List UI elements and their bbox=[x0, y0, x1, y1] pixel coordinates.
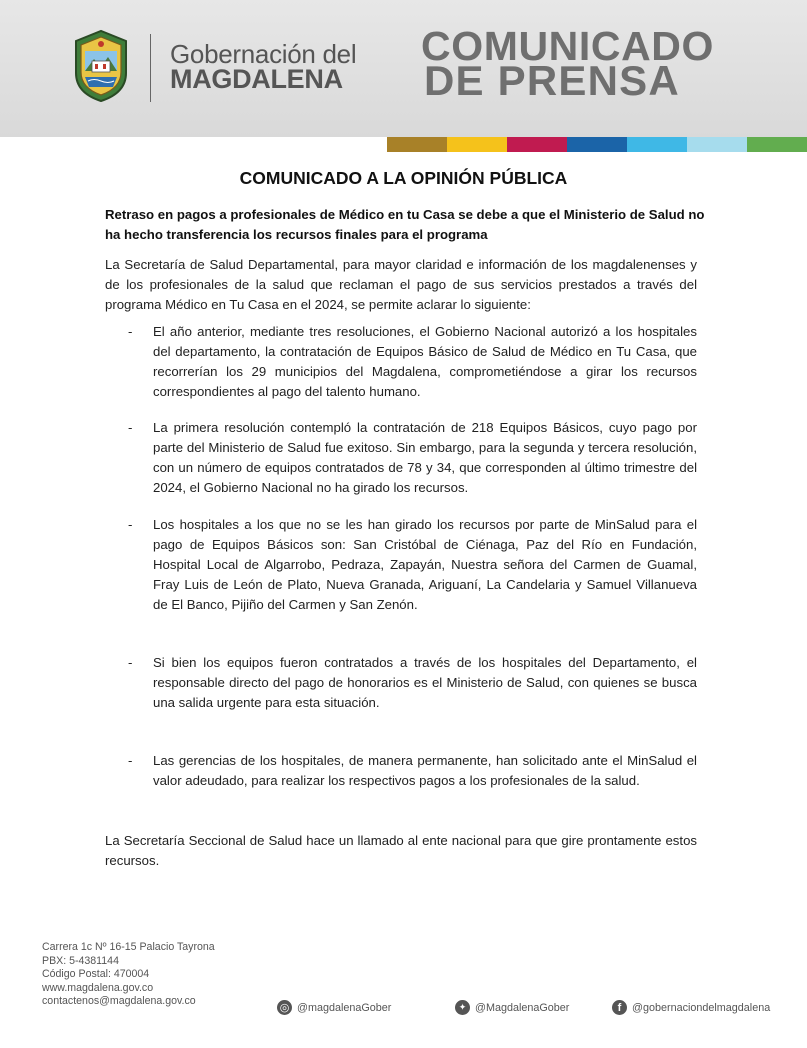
address-line: Carrera 1c Nº 16-15 Palacio Tayrona bbox=[42, 941, 215, 953]
list-item bbox=[105, 322, 697, 402]
list-item-text: Si bien los equipos fueron contratados a través de los hospitales del Departamento, el responsable directo del pago de honorarios es el Ministerio de Salud, con quienes se busca una salida urgente para esta situación. bbox=[153, 655, 697, 710]
twitter-handle: @MagdalenaGober bbox=[475, 1001, 570, 1014]
list-item-text: Las gerencias de los hospitales, de manera permanente, han solicitado ante el MinSalud el valor adeudado, para realizar los respectivos pagos a los profesionales de la salud. bbox=[153, 753, 697, 788]
closing-paragraph: La Secretaría Seccional de Salud hace un llamado al ente nacional para que gire prontamente estos recursos. bbox=[105, 833, 697, 868]
bullet-marker: - bbox=[128, 324, 133, 339]
press-release-title-line2: DE PRENSA bbox=[424, 57, 680, 104]
document-subtitle: Retraso en pagos a profesionales de Médico en tu Casa se debe a que el Ministerio de Salud no ha hecho transferencia los recursos finales para el programa bbox=[105, 207, 705, 242]
list-item bbox=[105, 653, 697, 713]
list-item-text: La primera resolución contempló la contratación de 218 Equipos Básicos, cuyo pago por parte del Ministerio de Salud fue exitoso. Sin embargo, para la segunda y tercera resolución, con un número de equipos contratados de 78 y 34, que corresponden al último trimestre del 2024, el Gobierno Nacional no ha girado los recursos. bbox=[153, 420, 697, 495]
header-divider bbox=[150, 34, 151, 102]
bullet-marker: - bbox=[128, 753, 133, 768]
social-twitter-link[interactable] bbox=[455, 1000, 569, 1015]
social-facebook-link[interactable] bbox=[612, 1000, 770, 1015]
list-item bbox=[105, 418, 697, 498]
color-stripe-segment bbox=[507, 137, 567, 152]
color-stripe-segment bbox=[0, 137, 387, 152]
press-release-title-line1: COMUNICADO bbox=[421, 23, 714, 69]
color-stripe-segment bbox=[627, 137, 687, 152]
color-stripe-segment bbox=[387, 137, 447, 152]
list-item bbox=[105, 751, 697, 791]
document-title: COMUNICADO A LA OPINIÓN PÚBLICA bbox=[239, 168, 568, 188]
instagram-icon: ◎ bbox=[277, 1000, 292, 1015]
org-name-line1: Gobernación del bbox=[170, 39, 357, 69]
footer-address bbox=[42, 941, 215, 1009]
color-stripe-segment bbox=[447, 137, 507, 152]
list-item-text: El año anterior, mediante tres resoluciones, el Gobierno Nacional autorizó a los hospitales del departamento, la contratación de Equipos Básico de Salud de Médico en Tu Casa, que recorrerían los 29 municipios del Magdalena, comprometiéndose a girar los recursos correspondientes al pago del talento humano. bbox=[153, 324, 697, 399]
instagram-handle: @magdalenaGober bbox=[297, 1001, 392, 1014]
bullet-marker: - bbox=[128, 420, 133, 435]
bullet-marker: - bbox=[128, 655, 133, 670]
postal-code-line: Código Postal: 470004 bbox=[42, 968, 150, 980]
email-link[interactable]: contactenos@magdalena.gov.co bbox=[42, 995, 196, 1007]
color-stripe-segment bbox=[687, 137, 747, 152]
header-banner bbox=[0, 0, 807, 137]
bullet-marker: - bbox=[128, 517, 133, 532]
color-stripe-segment bbox=[567, 137, 627, 152]
facebook-icon: f bbox=[612, 1000, 627, 1015]
social-instagram-link[interactable] bbox=[277, 1000, 391, 1015]
intro-paragraph: La Secretaría de Salud Departamental, para mayor claridad e información de los magdalenenses y de los profesionales de la salud que reclaman el pago de sus servicios prestados a través del programa Médico en Tu Casa en el 2024, se permite aclarar lo siguiente: bbox=[105, 257, 697, 312]
magdalena-coat-of-arms-icon bbox=[70, 27, 132, 103]
twitter-icon: ✦ bbox=[455, 1000, 470, 1015]
list-item bbox=[105, 515, 697, 615]
website-link[interactable]: www.magdalena.gov.co bbox=[42, 981, 154, 994]
list-item-text: Los hospitales a los que no se les han girado los recursos por parte de MinSalud para el pago de Equipos Básicos son: San Cristóbal de Ciénaga, Paz del Río en Fundación, Hospital Local de Algarrobo, Pedraza, Zapayán, Nuestra señora del Carmen de Guamal, Fray Luis de León de Plato, Nueva Granada, Ariguaní, La Candelaria y Samuel Villanueva de El Banco, Pijiño del Carmen y San Zenón. bbox=[153, 517, 697, 612]
color-stripe-segment bbox=[747, 137, 807, 152]
facebook-handle: @gobernaciondelmagdalena bbox=[632, 1001, 771, 1014]
phone-line: PBX: 5-4381144 bbox=[42, 954, 119, 967]
org-name-line2: MAGDALENA bbox=[170, 64, 343, 94]
